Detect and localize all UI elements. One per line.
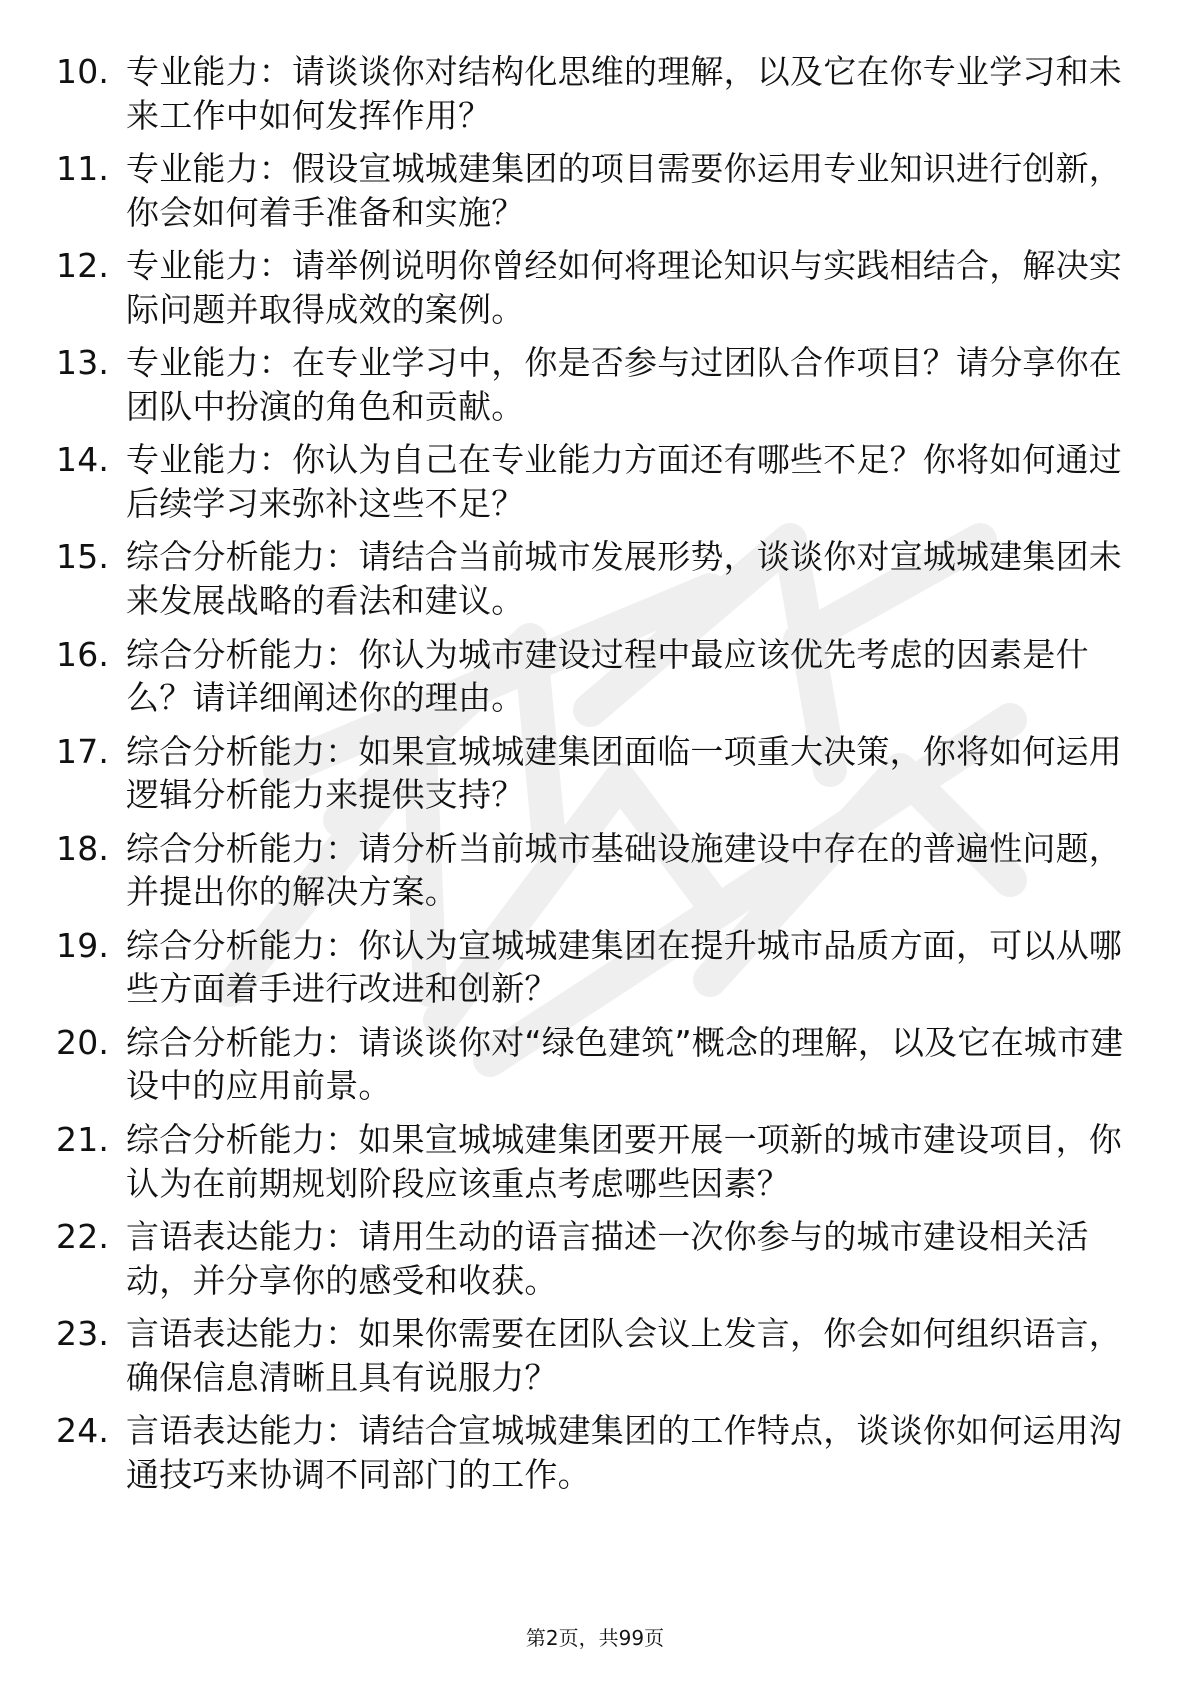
question-number: 12. — [56, 246, 110, 286]
question-text: 言语表达能力：请用生动的语言描述一次你参与的城市建设相关活动，并分享你的感受和收获。 — [126, 1217, 1089, 1300]
question-text: 言语表达能力：如果你需要在团队会议上发言，你会如何组织语言，确保信息清晰且具有说服力？ — [126, 1314, 1122, 1397]
question-number: 11. — [56, 149, 110, 189]
question-text: 综合分析能力：请谈谈你对“绿色建筑”概念的理解，以及它在城市建设中的应用前景。 — [126, 1022, 1124, 1106]
question-number: 13. — [56, 343, 110, 383]
question-text: 专业能力：请举例说明你曾经如何将理论知识与实践相结合，解决实际问题并取得成效的案例。 — [126, 246, 1122, 329]
question-text: 专业能力：假设宣城城建集团的项目需要你运用专业知识进行创新，你会如何着手准备和实施？ — [126, 149, 1122, 232]
question-number: 22. — [56, 1217, 110, 1257]
question-item — [56, 1215, 1136, 1302]
question-text: 综合分析能力：如果宣城城建集团面临一项重大决策，你将如何运用逻辑分析能力来提供支持？ — [126, 731, 1122, 815]
question-number: 20. — [56, 1022, 110, 1062]
question-item — [56, 1312, 1136, 1399]
question-number: 23. — [56, 1314, 110, 1354]
question-text: 综合分析能力：你认为宣城城建集团在提升城市品质方面，可以从哪些方面着手进行改进和创新？ — [126, 925, 1122, 1009]
question-item — [56, 633, 1136, 720]
question-item — [56, 244, 1136, 331]
question-text: 言语表达能力：请结合宣城城建集团的工作特点，谈谈你如何运用沟通技巧来协调不同部门的工作。 — [126, 1411, 1122, 1494]
question-number: 18. — [56, 828, 110, 868]
question-item — [56, 147, 1136, 234]
question-text: 综合分析能力：如果宣城城建集团要开展一项新的城市建设项目，你认为在前期规划阶段应该重点考虑哪些因素？ — [126, 1120, 1122, 1203]
page-footer: 第2页，共99页 — [525, 1626, 665, 1650]
question-number: 14. — [56, 440, 110, 480]
question-item — [56, 1118, 1136, 1205]
question-text: 专业能力：请谈谈你对结构化思维的理解，以及它在你专业学习和未来工作中如何发挥作用？ — [126, 52, 1122, 135]
question-number: 19. — [56, 925, 110, 965]
question-item — [56, 341, 1136, 428]
question-number: 24. — [56, 1411, 110, 1451]
question-text: 专业能力：在专业学习中，你是否参与过团队合作项目？请分享你在团队中扮演的角色和贡献。 — [126, 343, 1122, 426]
question-number: 16. — [56, 634, 110, 674]
question-text: 综合分析能力：你认为城市建设过程中最应该优先考虑的因素是什么？请详细阐述你的理由。 — [126, 634, 1089, 718]
question-text: 专业能力：你认为自己在专业能力方面还有哪些不足？你将如何通过后续学习来弥补这些不足？ — [126, 440, 1122, 523]
question-number: 10. — [56, 52, 110, 91]
question-text: 综合分析能力：请分析当前城市基础设施建设中存在的普遍性问题，并提出你的解决方案。 — [126, 828, 1122, 912]
question-item — [56, 924, 1136, 1011]
question-item — [56, 1409, 1136, 1496]
question-number: 21. — [56, 1120, 110, 1160]
question-text: 综合分析能力：请结合当前城市发展形势，谈谈你对宣城城建集团未来发展战略的看法和建议。 — [126, 537, 1122, 620]
question-item — [56, 50, 1136, 137]
question-item — [56, 1021, 1136, 1108]
question-number: 15. — [56, 537, 110, 577]
question-item — [56, 730, 1136, 817]
question-item — [56, 438, 1136, 525]
question-item — [56, 535, 1136, 622]
question-number: 17. — [56, 731, 110, 771]
question-item — [56, 827, 1136, 914]
question-list — [56, 50, 1136, 1506]
